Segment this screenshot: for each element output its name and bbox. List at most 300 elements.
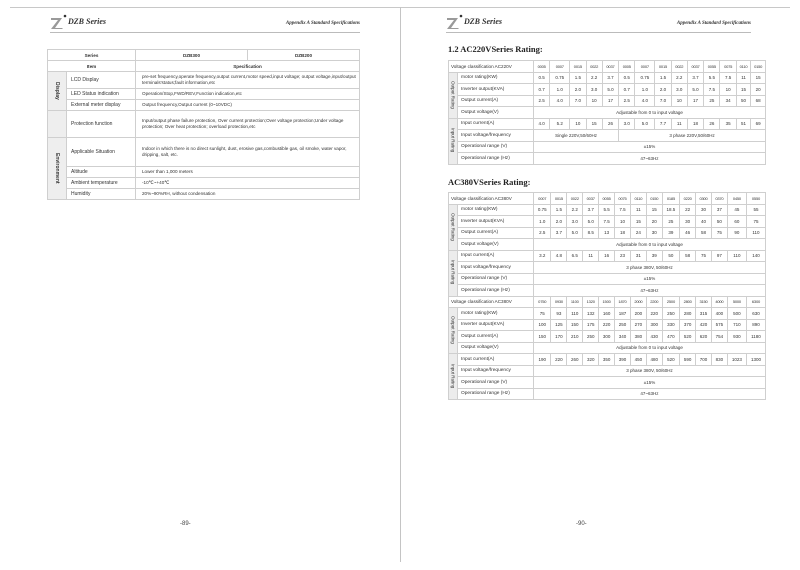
value-cell: 68 — [751, 95, 766, 107]
value-cell: 5.0 — [567, 227, 583, 239]
row-label: motor rating(KW) — [458, 72, 534, 84]
value-cell: 2.0 — [570, 84, 586, 96]
value-cell: 470 — [662, 331, 679, 343]
appendix-title: Appendix A Standard Specifications — [676, 21, 751, 26]
row-label: Output voltage(V) — [458, 239, 534, 251]
table-row — [449, 342, 766, 354]
model-code: 0037 — [583, 193, 599, 205]
value-cell: 380 — [630, 331, 646, 343]
ac220-section-title: 1.2 AC220VSeries Rating: — [448, 44, 543, 54]
model-code: 0007 — [534, 193, 551, 205]
value-cell: 220 — [551, 354, 567, 366]
value-cell: 2.2 — [567, 204, 583, 216]
row-label: Input current(A) — [458, 118, 534, 130]
value-cell: 187 — [615, 308, 631, 320]
value-cell: 390 — [615, 354, 631, 366]
value-cell: 5.5 — [599, 204, 615, 216]
value-cell: 7.5 — [720, 72, 736, 84]
value-cell: 3.7 — [602, 72, 618, 84]
value-cell: 3.0 — [671, 84, 687, 96]
model-code: 0022 — [586, 61, 602, 73]
value-cell: 31 — [630, 250, 646, 262]
spanned-value: 3 phase 380V, 50/60Hz — [534, 262, 766, 274]
row-label: Output voltage(V) — [458, 342, 534, 354]
page-header — [446, 14, 751, 33]
value-cell: 520 — [662, 354, 679, 366]
value-cell: 15 — [751, 72, 766, 84]
value-cell: 46 — [680, 227, 696, 239]
value-cell: 7.5 — [615, 204, 631, 216]
series-header: Series — [48, 50, 136, 61]
value-cell: 1.5 — [655, 72, 671, 84]
value-cell: 3.7 — [583, 204, 599, 216]
model-code: 0022 — [567, 193, 583, 205]
table-row — [449, 365, 766, 377]
row-label: Input current(A) — [458, 250, 534, 262]
row-label: Input current(A) — [458, 354, 534, 366]
value-cell: 75 — [711, 227, 727, 239]
value-cell: 39 — [662, 227, 679, 239]
value-cell: 250 — [615, 319, 631, 331]
table-row — [449, 84, 766, 96]
value-cell: 5.0 — [583, 216, 599, 228]
row-label: Operational range (V) — [458, 273, 534, 285]
value-cell: 3.0 — [619, 118, 635, 130]
value-cell: 930 — [727, 331, 746, 343]
classification-row — [449, 296, 766, 308]
model-code: 0055 — [704, 61, 720, 73]
item-label: LCD Display — [67, 72, 136, 89]
row-label: Input voltage/frequency — [458, 130, 534, 142]
item-value: 20%~90%RH, without condensation — [136, 189, 360, 200]
value-cell: 10 — [720, 84, 736, 96]
table-row — [449, 72, 766, 84]
value-cell: 60 — [727, 216, 746, 228]
model-code: 0150 — [751, 61, 766, 73]
value-cell: 13 — [599, 227, 615, 239]
value-cell: 2.2 — [586, 72, 602, 84]
voltage-classification: Voltage classification AC380V — [449, 193, 534, 205]
value-cell: 260 — [567, 354, 583, 366]
value-cell: 11 — [583, 250, 599, 262]
spanned-value: ±15% — [534, 273, 766, 285]
value-cell: 220 — [646, 308, 662, 320]
model-code: 2000 — [630, 296, 646, 308]
model-code: 0075 — [720, 61, 736, 73]
value-cell: 75 — [534, 308, 551, 320]
row-label: motor rating(KW) — [458, 308, 534, 320]
model-code: 4000 — [711, 296, 727, 308]
spanned-value: 47~63Hz — [534, 153, 766, 165]
item-value: Operation/Stop,FWD/REV,Function indication,etc — [136, 89, 360, 100]
value-cell: 5.0 — [602, 84, 618, 96]
value-cell: 90 — [727, 227, 746, 239]
model-code: 0150 — [646, 193, 662, 205]
value-cell: 170 — [551, 331, 567, 343]
voltage-classification: Voltage classification AC220V — [449, 61, 534, 73]
value-cell: 50 — [736, 95, 750, 107]
model-code: 0007 — [635, 61, 655, 73]
output-rating-group: Output Rating — [449, 308, 458, 354]
single-phase-value: Single 220V,50/60Hz — [534, 130, 619, 142]
table-row — [449, 216, 766, 228]
table-row — [449, 130, 766, 142]
value-cell: 520 — [680, 331, 696, 343]
model-code: 0075 — [615, 193, 631, 205]
model-code: 0022 — [671, 61, 687, 73]
value-cell: 93 — [551, 308, 567, 320]
model-code: 0110 — [630, 193, 646, 205]
row-label: Operational range (Hz) — [458, 388, 534, 400]
value-cell: 1180 — [746, 331, 765, 343]
value-cell: 350 — [599, 354, 615, 366]
value-cell: 100 — [534, 319, 551, 331]
ac220-rating-table — [448, 60, 766, 165]
row-label: Output current(A) — [458, 95, 534, 107]
row-label: motor rating(KW) — [458, 204, 534, 216]
value-cell: 140 — [746, 250, 765, 262]
value-cell: 500 — [727, 308, 746, 320]
model-code: 1500 — [599, 296, 615, 308]
value-cell: 150 — [534, 331, 551, 343]
table-row — [449, 95, 766, 107]
item-header: Item — [48, 61, 136, 72]
value-cell: 69 — [751, 118, 766, 130]
value-cell: 30 — [680, 216, 696, 228]
value-cell: 1.0 — [635, 84, 655, 96]
value-cell: 450 — [630, 354, 646, 366]
model-code: 2500 — [662, 296, 679, 308]
value-cell: 20 — [646, 216, 662, 228]
value-cell: 0.5 — [534, 72, 550, 84]
model-code: 0007 — [550, 61, 570, 73]
value-cell: 15 — [646, 204, 662, 216]
model-code: 0110 — [736, 61, 750, 73]
value-cell: 480 — [646, 354, 662, 366]
value-cell: 18 — [687, 118, 703, 130]
row-label: Inverter output(KVA) — [458, 216, 534, 228]
model-code: 1100 — [567, 296, 583, 308]
value-cell: 330 — [662, 319, 679, 331]
value-cell: 340 — [615, 331, 631, 343]
value-cell: 0.75 — [635, 72, 655, 84]
page-header — [50, 14, 360, 33]
input-rating-group: Input Rating — [449, 118, 458, 164]
value-cell: 5.0 — [635, 118, 655, 130]
value-cell: 15 — [630, 216, 646, 228]
table-row — [449, 239, 766, 251]
row-label: Input voltage/frequency — [458, 365, 534, 377]
ac380-rating-table — [448, 192, 766, 400]
model-code: 0185 — [662, 193, 679, 205]
value-cell: 1.0 — [534, 216, 551, 228]
value-cell: 7.0 — [655, 95, 671, 107]
value-cell: 58 — [696, 227, 712, 239]
value-cell: 3.0 — [586, 84, 602, 96]
value-cell: 1.0 — [550, 84, 570, 96]
value-cell: 51 — [736, 118, 750, 130]
spanned-value: ±15% — [534, 377, 766, 389]
row-label: Inverter output(KVA) — [458, 84, 534, 96]
spanned-value: 47~63Hz — [534, 285, 766, 297]
value-cell: 2.0 — [551, 216, 567, 228]
value-cell: 45 — [727, 204, 746, 216]
value-cell: 11 — [671, 118, 687, 130]
value-cell: 150 — [567, 319, 583, 331]
value-cell: 30 — [646, 227, 662, 239]
value-cell: 0.5 — [619, 72, 635, 84]
model-code: 0005 — [534, 61, 550, 73]
appendix-title: Appendix A Standard Specifications — [285, 21, 360, 26]
input-rating-group: Input Rating — [449, 250, 458, 296]
value-cell: 320 — [583, 354, 599, 366]
value-cell: 17 — [687, 95, 703, 107]
model-code: 0300 — [696, 193, 712, 205]
value-cell: 7.0 — [570, 95, 586, 107]
spanned-value: 47~63Hz — [534, 388, 766, 400]
table-row — [449, 250, 766, 262]
item-value: pre-set frequency,operate frequency,output current,motor speed,input voltage; output voltage,input/output terminals'status;fault information,etc — [136, 72, 360, 89]
model-code: 2200 — [646, 296, 662, 308]
value-cell: 3.7 — [551, 227, 567, 239]
row-label: Output voltage(V) — [458, 107, 534, 119]
value-cell: 1300 — [746, 354, 765, 366]
model-code: 1870 — [615, 296, 631, 308]
value-cell: 200 — [630, 308, 646, 320]
value-cell: 300 — [646, 319, 662, 331]
value-cell: 34 — [720, 95, 736, 107]
value-cell: 830 — [711, 354, 727, 366]
table-row — [449, 118, 766, 130]
group-protection — [48, 111, 67, 138]
series-title: DZB Series — [68, 17, 106, 26]
value-cell: 4.0 — [635, 95, 655, 107]
value-cell: 35 — [720, 118, 736, 130]
value-cell: 8.5 — [583, 227, 599, 239]
value-cell: 7.7 — [655, 118, 671, 130]
item-label: Ambient temperature — [67, 178, 136, 189]
page-number: -90- — [576, 521, 587, 527]
value-cell: 39 — [646, 250, 662, 262]
value-cell: 400 — [711, 308, 727, 320]
value-cell: 97 — [711, 250, 727, 262]
value-cell: 315 — [696, 308, 712, 320]
value-cell: 890 — [746, 319, 765, 331]
value-cell: 590 — [680, 354, 696, 366]
item-value: Lower than 1,000 meters — [136, 167, 360, 178]
model-code: 0930 — [551, 296, 567, 308]
value-cell: 20 — [751, 84, 766, 96]
value-cell: 58 — [680, 250, 696, 262]
value-cell: 5.2 — [550, 118, 570, 130]
classification-row — [449, 61, 766, 73]
value-cell: 125 — [551, 319, 567, 331]
value-cell: 11 — [736, 72, 750, 84]
value-cell: 22 — [680, 204, 696, 216]
value-cell: 190 — [534, 354, 551, 366]
value-cell: 40 — [696, 216, 712, 228]
spec-table — [47, 49, 360, 200]
value-cell: 2.5 — [534, 95, 550, 107]
spanned-value: Adjustable from 0 to input voltage — [534, 239, 766, 251]
page-number: -89- — [180, 521, 191, 527]
value-cell: 175 — [583, 319, 599, 331]
value-cell: 4.0 — [550, 95, 570, 107]
row-label: Input voltage/frequency — [458, 262, 534, 274]
value-cell: 75 — [696, 250, 712, 262]
table-row — [449, 273, 766, 285]
value-cell: 7.5 — [599, 216, 615, 228]
value-cell: 250 — [583, 331, 599, 343]
value-cell: 50 — [662, 250, 679, 262]
voltage-classification: Voltage classification AC380V — [449, 296, 534, 308]
table-row — [449, 285, 766, 297]
model-code: 0220 — [680, 193, 696, 205]
model-code: 6300 — [746, 296, 765, 308]
value-cell: 15 — [586, 118, 602, 130]
table-row — [449, 377, 766, 389]
value-cell: 700 — [696, 354, 712, 366]
value-cell: 132 — [583, 308, 599, 320]
value-cell: 220 — [599, 319, 615, 331]
model-code: 0055 — [599, 193, 615, 205]
value-cell: 110 — [746, 227, 765, 239]
spanned-value: Adjustable from 0 to input voltage — [534, 107, 766, 119]
value-cell: 50 — [711, 216, 727, 228]
value-cell: 17 — [602, 95, 618, 107]
model-code: 0015 — [655, 61, 671, 73]
value-cell: 15 — [736, 84, 750, 96]
row-label: Operational range (V) — [458, 141, 534, 153]
value-cell: 2.2 — [671, 72, 687, 84]
value-cell: 710 — [727, 319, 746, 331]
value-cell: 18 — [615, 227, 631, 239]
value-cell: 24 — [630, 227, 646, 239]
model-code: 0550 — [746, 193, 765, 205]
spec-header: Specification — [136, 61, 360, 72]
value-cell: 25 — [662, 216, 679, 228]
value-cell: 3.2 — [534, 250, 551, 262]
row-label: Inverter output(KVA) — [458, 319, 534, 331]
value-cell: 0.75 — [534, 204, 551, 216]
table-row — [449, 331, 766, 343]
value-cell: 1023 — [727, 354, 746, 366]
model-code: 0037 — [687, 61, 703, 73]
value-cell: 55 — [746, 204, 765, 216]
item-label: Humidity — [67, 189, 136, 200]
item-value: Indoor in which there is no direct sunlight, dust, erosive gas,combustible gas, oil smoke, water vapor, dripping, salt, etc. — [136, 138, 360, 167]
value-cell: 2.0 — [655, 84, 671, 96]
value-cell: 0.75 — [550, 72, 570, 84]
item-label: Protection function — [67, 111, 136, 138]
value-cell: 2.5 — [619, 95, 635, 107]
model-dzb300: DZB300 — [136, 50, 248, 61]
value-cell: 4.8 — [551, 250, 567, 262]
value-cell: 280 — [680, 308, 696, 320]
value-cell: 575 — [711, 319, 727, 331]
row-label: Operational range (Hz) — [458, 153, 534, 165]
item-value: Input/output phase failure protection, Over current protection;Over voltage protection;Under voltage protection; Over heat protection; overload protection,etc — [136, 111, 360, 138]
value-cell: 270 — [630, 319, 646, 331]
table-row — [449, 354, 766, 366]
value-cell: 26 — [704, 118, 720, 130]
model-code: 5000 — [727, 296, 746, 308]
table-row — [449, 262, 766, 274]
value-cell: 3.7 — [687, 72, 703, 84]
table-row — [449, 227, 766, 239]
value-cell: 2.5 — [534, 227, 551, 239]
value-cell: 420 — [696, 319, 712, 331]
table-row — [449, 107, 766, 119]
value-cell: 26 — [602, 118, 618, 130]
value-cell: 16 — [599, 250, 615, 262]
value-cell: 23 — [615, 250, 631, 262]
value-cell: 25 — [704, 95, 720, 107]
output-rating-group: Output Rating — [449, 204, 458, 250]
value-cell: 160 — [599, 308, 615, 320]
row-label: Operational range (V) — [458, 377, 534, 389]
value-cell: 10 — [570, 118, 586, 130]
model-code: 3150 — [696, 296, 712, 308]
model-code: 0015 — [551, 193, 567, 205]
value-cell: 430 — [646, 331, 662, 343]
value-cell: 1.5 — [570, 72, 586, 84]
value-cell: 11 — [630, 204, 646, 216]
table-row — [449, 308, 766, 320]
group-environment: Environment — [48, 138, 67, 200]
model-code: 2800 — [680, 296, 696, 308]
value-cell: 300 — [599, 331, 615, 343]
table-row — [449, 141, 766, 153]
row-label: Output current(A) — [458, 331, 534, 343]
value-cell: 10 — [586, 95, 602, 107]
item-label: LED Status indication — [67, 89, 136, 100]
value-cell: 620 — [696, 331, 712, 343]
model-code: 0037 — [602, 61, 618, 73]
value-cell: 6.5 — [567, 250, 583, 262]
value-cell: 210 — [567, 331, 583, 343]
ac380-section-title: AC380VSeries Rating: — [448, 177, 531, 187]
model-code: 1320 — [583, 296, 599, 308]
value-cell: 75 — [746, 216, 765, 228]
row-label: Output current(A) — [458, 227, 534, 239]
output-rating-group: Output Rating — [449, 72, 458, 118]
model-code: 0370 — [711, 193, 727, 205]
value-cell: 110 — [727, 250, 746, 262]
spanned-value: 3 phase 380V, 50/60Hz — [534, 365, 766, 377]
group-display: Display — [48, 72, 67, 111]
value-cell: 5.5 — [704, 72, 720, 84]
model-code: 0015 — [570, 61, 586, 73]
value-cell: 754 — [711, 331, 727, 343]
value-cell: 10 — [615, 216, 631, 228]
value-cell: 0.7 — [534, 84, 550, 96]
value-cell: 0.7 — [619, 84, 635, 96]
model-dzb200: DZB200 — [247, 50, 359, 61]
item-value: -10℃~+40℃ — [136, 178, 360, 189]
value-cell: 5.0 — [687, 84, 703, 96]
input-rating-group: Input Rating — [449, 354, 458, 400]
table-row — [449, 319, 766, 331]
value-cell: 110 — [567, 308, 583, 320]
value-cell: 7.5 — [704, 84, 720, 96]
value-cell: 3.0 — [567, 216, 583, 228]
spanned-value: Adjustable from 0 to input voltage — [534, 342, 766, 354]
item-label: Applicable Situation — [67, 138, 136, 167]
value-cell: 18.5 — [662, 204, 679, 216]
model-code: 0450 — [727, 193, 746, 205]
value-cell: 37 — [711, 204, 727, 216]
